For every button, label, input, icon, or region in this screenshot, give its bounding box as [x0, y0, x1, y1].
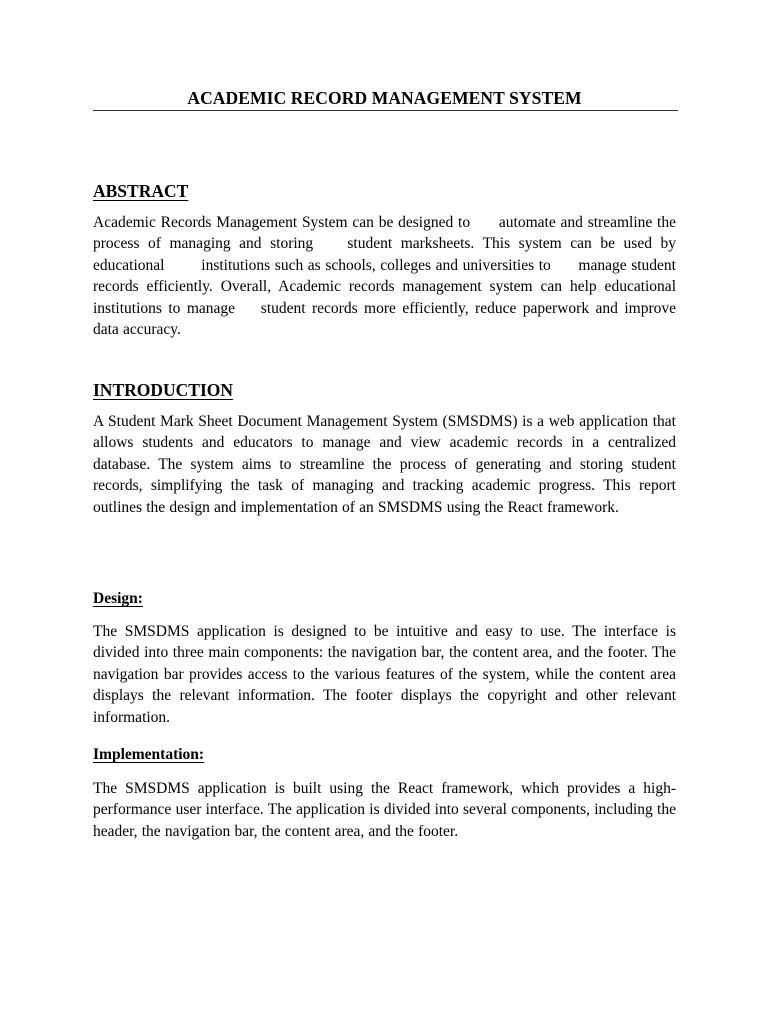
abstract-heading: ABSTRACT [93, 181, 189, 201]
design-heading: Design: [93, 590, 143, 607]
introduction-paragraph: A Student Mark Sheet Document Management System (SMSDMS) is a web application that allows students and educators to manage and view academic records in a centralized database. The system aims to streamline the process of generating and storing student records, simplifying the task of managing and tracking academic progress. This report outlines the design and implementation of an SMSDMS using the React framework. [93, 413, 681, 516]
document-title: ACADEMIC RECORD MANAGEMENT SYSTEM [187, 88, 582, 108]
title-underline-rule [93, 110, 678, 111]
implementation-paragraph: The SMSDMS application is built using the React framework, which provides a high-performance user interface. The application is divided into several components, including the header, the navigation bar, the content area, and the footer. [93, 780, 681, 840]
abstract-paragraph: Academic Records Management System can be designed to automate and streamline the process of managing and storing student marksheets. This system can be used by educational institutions such as schools, colleges and universities to manage student records efficiently. Overall, Academic records management system can help educational institutions to manage student records more efficiently, reduce paperwork and improve data accuracy. [93, 214, 702, 339]
introduction-heading: INTRODUCTION [93, 380, 234, 400]
implementation-heading: Implementation: [93, 746, 205, 763]
design-paragraph: The SMSDMS application is designed to be intuitive and easy to use. The interface is divided into three main components: the navigation bar, the content area, and the footer. The navigation bar provides access to the various features of the system, while the content area displays the relevant information. The footer displays the copyright and other relevant information. [93, 623, 681, 726]
